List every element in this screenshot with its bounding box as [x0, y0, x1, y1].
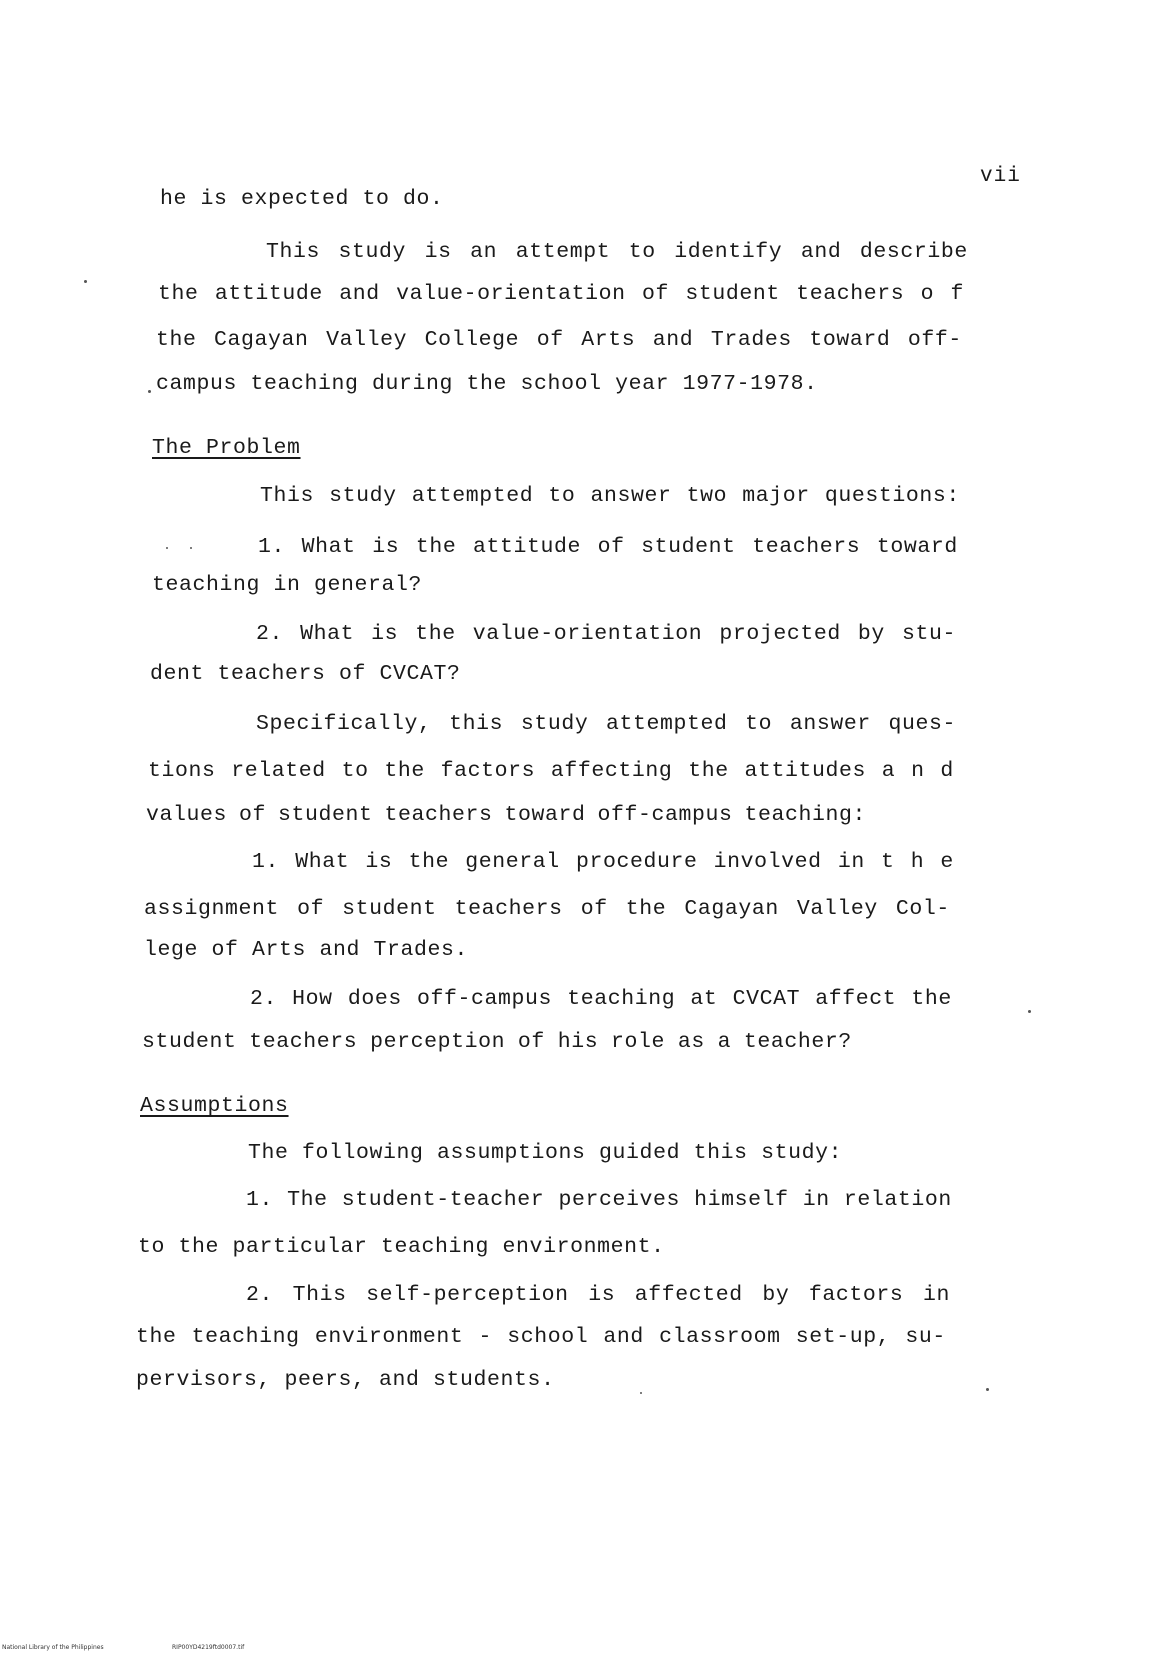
word: teaching:	[744, 803, 866, 827]
word: involved	[713, 850, 822, 874]
word: factors	[440, 759, 536, 783]
footer-library: National Library of the Philippines	[2, 1644, 104, 1651]
scan-speck	[166, 547, 168, 549]
word: in	[922, 1283, 950, 1307]
word: This	[266, 240, 321, 264]
word: value-orientation	[396, 282, 626, 306]
word: teachers	[454, 897, 563, 921]
word: to	[745, 712, 773, 736]
text-line	[144, 897, 950, 921]
text-line: The following assumptions guided this study:	[248, 1141, 843, 1165]
text-line: pervisors, peers, and students.	[136, 1368, 555, 1392]
word: of	[238, 803, 266, 827]
word: major	[742, 484, 810, 508]
word: and	[603, 1325, 644, 1349]
word: classroom	[659, 1325, 781, 1349]
word: student	[342, 897, 437, 921]
word: How	[292, 987, 333, 1011]
word: this	[449, 712, 504, 736]
text-line: teaching in general?	[152, 573, 423, 597]
word: student-teacher	[341, 1188, 545, 1212]
word: Valley	[326, 328, 408, 352]
word: is	[588, 1283, 616, 1307]
word: related	[231, 759, 326, 783]
text-line: to the particular teaching environment.	[138, 1235, 665, 1259]
word: teachers	[249, 1030, 358, 1054]
word: answer	[789, 712, 871, 736]
word: Cagayan	[214, 328, 309, 352]
word: and	[339, 282, 380, 306]
word: his	[557, 1030, 599, 1054]
word: values	[146, 803, 228, 827]
word: and	[652, 328, 694, 352]
word: value-orientation	[472, 622, 703, 646]
word: of	[297, 897, 325, 921]
word: the	[384, 759, 425, 783]
scan-speck	[84, 280, 87, 283]
text-line	[158, 282, 964, 306]
word: student	[685, 282, 780, 306]
word: attitudes	[744, 759, 867, 783]
word: school	[507, 1325, 589, 1349]
word: at	[690, 987, 718, 1011]
scan-speck	[190, 547, 192, 549]
scan-speck	[148, 390, 151, 393]
page-number: vii	[980, 165, 1021, 188]
section-heading-assumptions: Assumptions	[140, 1094, 289, 1118]
word: in	[802, 1188, 830, 1212]
word: toward	[504, 803, 586, 827]
word: off-campus	[417, 987, 553, 1011]
word: n	[911, 759, 925, 783]
text-line	[246, 1283, 950, 1307]
word: environment	[314, 1325, 464, 1349]
word: the	[415, 622, 456, 646]
word: an	[470, 240, 498, 264]
word: two	[686, 484, 728, 508]
word: su-	[905, 1325, 946, 1349]
word: is	[371, 622, 399, 646]
word: by	[857, 622, 885, 646]
word: of	[517, 1030, 545, 1054]
word: teacher?	[743, 1030, 852, 1054]
word: as	[677, 1030, 705, 1054]
word: teaching	[567, 987, 676, 1011]
word: student	[142, 1030, 237, 1054]
word: 1.	[258, 535, 286, 559]
text-line	[136, 1325, 946, 1349]
word: toward	[876, 535, 958, 559]
word: the	[625, 897, 667, 921]
word: study	[338, 240, 407, 264]
word: role	[611, 1030, 666, 1054]
word: projected	[719, 622, 841, 646]
word: e	[940, 850, 954, 874]
word: What	[301, 535, 356, 559]
word: teachers	[384, 803, 493, 827]
text-line	[156, 328, 962, 352]
word: The	[287, 1188, 328, 1212]
word: the	[136, 1325, 177, 1349]
text-line: lege of Arts and Trades.	[144, 938, 469, 962]
word: is	[365, 850, 393, 874]
word: is	[424, 240, 452, 264]
word: procedure	[575, 850, 698, 874]
word: the	[911, 987, 952, 1011]
word: What	[300, 622, 355, 646]
word: describe	[859, 240, 968, 264]
word: factors	[808, 1283, 904, 1307]
text-line	[260, 484, 960, 508]
word: of	[536, 328, 564, 352]
word: by	[762, 1283, 790, 1307]
word: attempt	[515, 240, 611, 264]
word: attempted	[411, 484, 534, 508]
word: himself	[694, 1188, 789, 1212]
word: a	[881, 759, 896, 783]
word: assignment	[144, 897, 280, 921]
word: What	[295, 850, 350, 874]
word: t	[881, 850, 895, 874]
word: to	[628, 240, 656, 264]
text-line	[250, 987, 952, 1011]
word: Arts	[581, 328, 636, 352]
word: off-campus	[597, 803, 733, 827]
word: Col-	[895, 897, 950, 921]
word: This	[260, 484, 315, 508]
word: set-up,	[795, 1325, 891, 1349]
word: 2.	[256, 622, 284, 646]
word: Trades	[710, 328, 792, 352]
word: perceives	[558, 1188, 680, 1212]
word: the	[408, 850, 450, 874]
word: teachers	[796, 282, 905, 306]
word: of	[580, 897, 608, 921]
word: to	[548, 484, 576, 508]
scan-speck	[1028, 1010, 1031, 1013]
footer-filename: RIP00YD4219ftd0007.tif	[172, 1644, 245, 1651]
word: and	[800, 240, 842, 264]
word: the	[156, 328, 197, 352]
word: study	[329, 484, 397, 508]
word: College	[424, 328, 520, 352]
word: CVCAT	[732, 987, 801, 1011]
word: affected	[634, 1283, 743, 1307]
word: the	[415, 535, 457, 559]
text-line: dent teachers of CVCAT?	[150, 662, 461, 686]
text-line	[146, 803, 866, 827]
text-line	[252, 850, 954, 874]
section-heading-problem: The Problem	[152, 436, 301, 460]
word: in	[837, 850, 865, 874]
text-line	[266, 240, 968, 264]
word: general	[465, 850, 560, 874]
word: o	[920, 282, 935, 306]
text-line	[246, 1188, 952, 1212]
word: attempted	[605, 712, 728, 736]
text-line	[142, 1030, 852, 1054]
text-line	[258, 535, 958, 559]
word: does	[347, 987, 402, 1011]
word: affecting	[550, 759, 673, 783]
text-line: campus teaching during the school year 1977-1978.	[156, 372, 818, 396]
word: 1.	[246, 1188, 274, 1212]
word: stu-	[901, 622, 956, 646]
word: perception	[370, 1030, 506, 1054]
word: answer	[590, 484, 672, 508]
word: questions:	[824, 484, 960, 508]
word: Specifically,	[256, 712, 432, 736]
word: affect	[815, 987, 897, 1011]
scan-speck	[640, 1392, 642, 1394]
word: to	[341, 759, 369, 783]
word: of	[597, 535, 625, 559]
text-line	[148, 759, 954, 783]
word: attitude	[472, 535, 581, 559]
word: the	[158, 282, 199, 306]
text-line: he is expected to do.	[160, 187, 444, 211]
word: 1.	[252, 850, 280, 874]
word: study	[520, 712, 589, 736]
word: 2.	[246, 1283, 274, 1307]
word: d	[940, 759, 954, 783]
word: attitude	[214, 282, 323, 306]
word: f	[950, 282, 964, 306]
word: self-perception	[366, 1283, 569, 1307]
word: This	[292, 1283, 347, 1307]
text-line	[256, 622, 956, 646]
word: 2.	[250, 987, 278, 1011]
word: tions	[148, 759, 216, 783]
word: Cagayan	[684, 897, 779, 921]
text-line	[256, 712, 956, 736]
word: identify	[674, 240, 783, 264]
word: relation	[843, 1188, 952, 1212]
word: student	[277, 803, 373, 827]
word: of	[641, 282, 669, 306]
scan-speck	[986, 1388, 989, 1391]
word: toward	[809, 328, 891, 352]
word: h	[910, 850, 925, 874]
word: a	[717, 1030, 732, 1054]
word: off-	[907, 328, 962, 352]
word: -	[478, 1325, 493, 1349]
word: teaching	[191, 1325, 300, 1349]
word: is	[372, 535, 400, 559]
word: ques-	[888, 712, 956, 736]
word: student	[641, 535, 736, 559]
word: Valley	[796, 897, 878, 921]
word: teachers	[752, 535, 861, 559]
word: the	[688, 759, 729, 783]
